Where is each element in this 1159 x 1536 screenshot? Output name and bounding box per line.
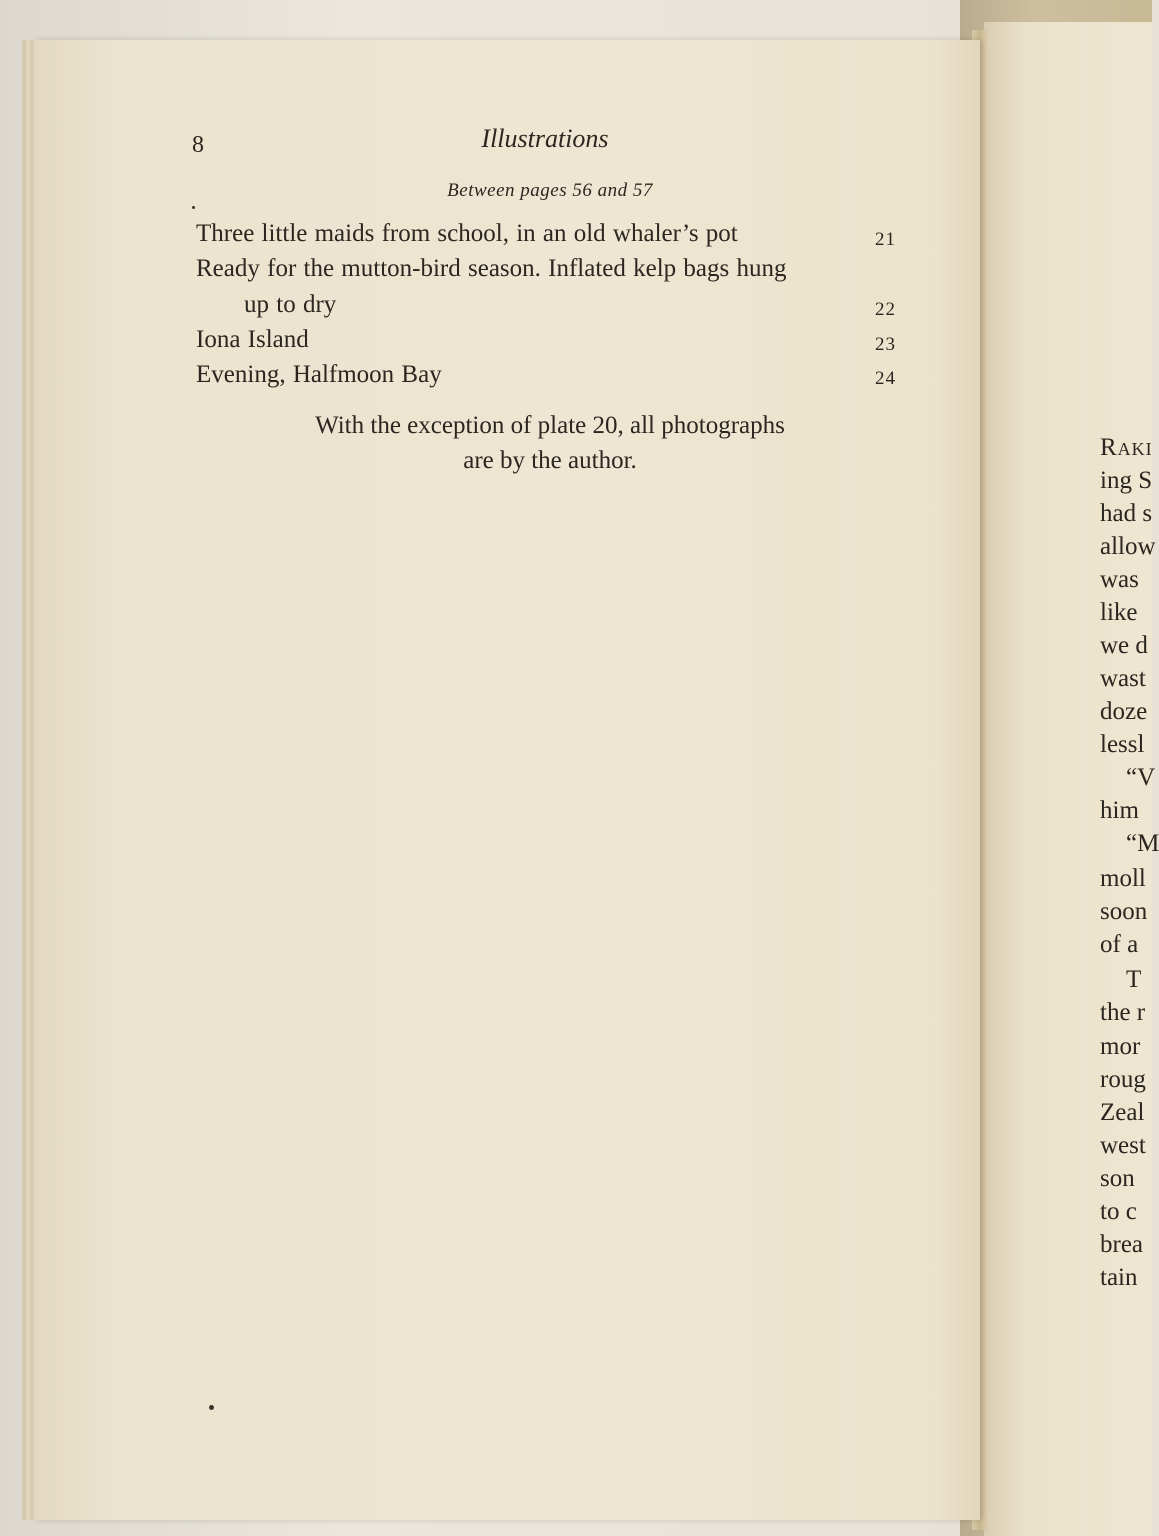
- illustration-entry-page: 21: [875, 229, 896, 250]
- photo-credit-line: With the exception of plate 20, all photographs: [315, 412, 785, 439]
- right-page-text-fragment: ing S: [1100, 467, 1153, 494]
- illustration-entry-page: 23: [875, 334, 896, 355]
- right-page-text-fragment: soon: [1100, 898, 1148, 925]
- right-page-text-fragment: Raki: [1100, 434, 1153, 461]
- right-page-text-fragment: brea: [1100, 1231, 1144, 1258]
- right-page-text-fragment: T: [1126, 966, 1142, 993]
- ink-speck: [209, 1405, 214, 1410]
- right-page-text-fragment: “M: [1126, 830, 1159, 857]
- right-page-text-fragment: tain: [1100, 1264, 1138, 1291]
- right-page-text-fragment: “V: [1126, 764, 1156, 791]
- right-page-text-fragment: roug: [1100, 1066, 1146, 1093]
- right-page-text-fragment: mor: [1100, 1033, 1141, 1060]
- illustration-entry-title: Ready for the mutton-bird season. Inflated kelp bags hung: [196, 255, 787, 282]
- page-number: 8: [192, 132, 204, 158]
- illustration-entry-title: Three little maids from school, in an old whaler’s pot: [196, 220, 738, 247]
- right-page-text-fragment: of a: [1100, 931, 1139, 958]
- right-page-text-fragment: Zeal: [1100, 1099, 1145, 1126]
- right-page-text-fragment: son: [1100, 1165, 1135, 1192]
- right-page-text-fragment: like: [1100, 599, 1138, 626]
- illustration-entry-page: 24: [875, 368, 896, 389]
- right-page-text-fragment: was: [1100, 566, 1139, 593]
- running-head: Illustrations: [481, 124, 609, 153]
- photo-credit-line: are by the author.: [463, 447, 637, 474]
- right-page-text-fragment: moll: [1100, 865, 1146, 892]
- right-page-text-fragment: west: [1100, 1132, 1146, 1159]
- illustration-entry-page: 22: [875, 299, 896, 320]
- illustration-entry-title-continued: up to dry: [244, 291, 337, 318]
- right-page-text-fragment: him: [1100, 797, 1139, 824]
- right-page-text-fragment: we d: [1100, 632, 1148, 659]
- ink-speck: [192, 206, 195, 209]
- right-page-text-fragment: the r: [1100, 999, 1146, 1026]
- illustration-entry-title: Evening, Halfmoon Bay: [196, 361, 442, 388]
- right-page-text-fragment: wast: [1100, 665, 1146, 692]
- photo-credit-note: [250, 408, 850, 478]
- right-page-text-fragment: to c: [1100, 1198, 1137, 1225]
- right-page-text-fragment: doze: [1100, 698, 1148, 725]
- right-page-text-fragment: had s: [1100, 500, 1153, 527]
- right-page-text-fragment: allow: [1100, 533, 1156, 560]
- right-page-text-fragment: lessl: [1100, 731, 1145, 758]
- illustration-entry-title: Iona Island: [196, 326, 309, 353]
- section-subheading: Between pages 56 and 57: [447, 180, 653, 201]
